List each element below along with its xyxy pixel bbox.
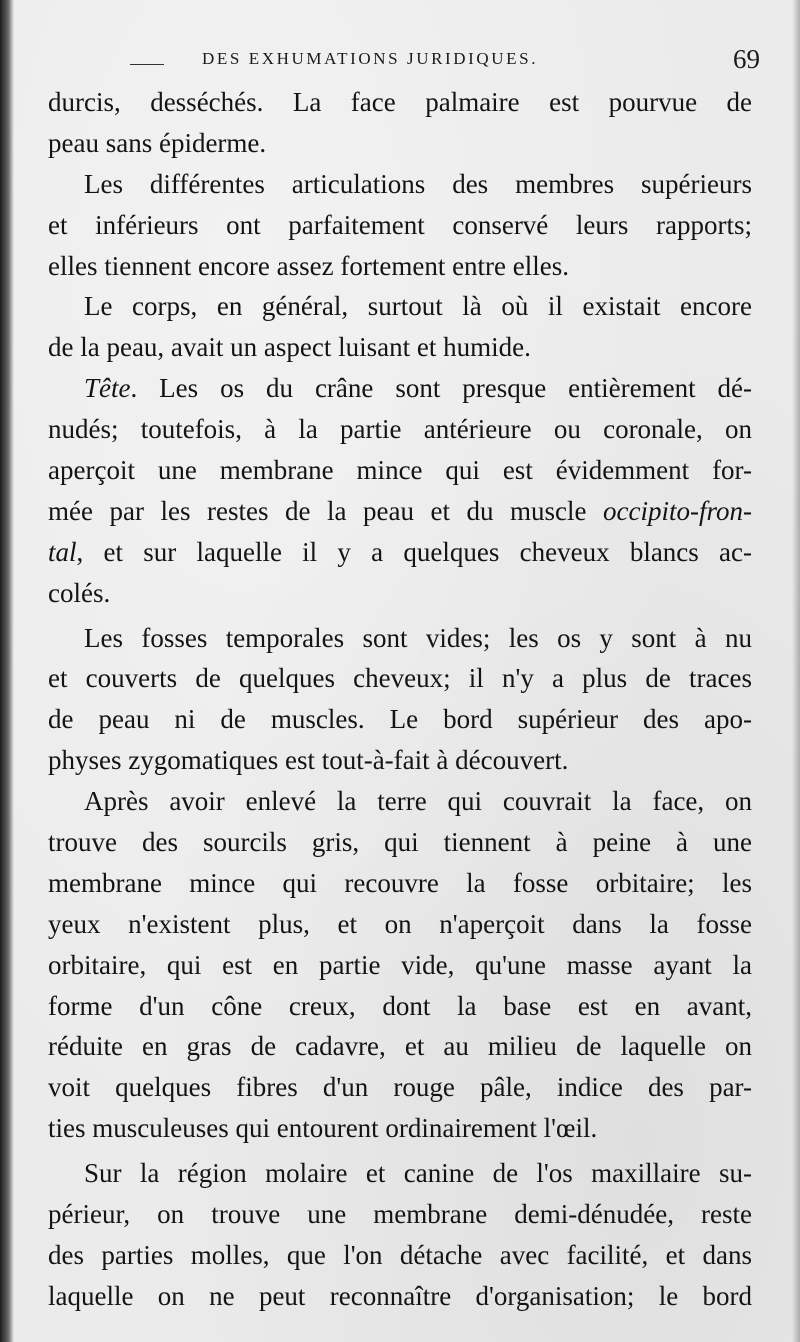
running-header (0, 46, 800, 76)
text-line: membrane mince qui recouvre la fosse orbitaire; les (48, 867, 752, 898)
paragraph-4 (48, 368, 752, 613)
text-line: physes zygomatiques est tout-à-fait à découvert. (48, 745, 569, 776)
text-line: ties musculeuses qui entourent ordinairement l'œil. (48, 1113, 598, 1144)
text-line (48, 491, 752, 532)
text-line: durcis, desséchés. La face palmaire est pourvue de (48, 87, 752, 117)
text-line: Après avoir enlevé la terre qui couvrait la face, on (84, 786, 752, 817)
text-line: Les différentes articulations des membres supérieurs (84, 168, 752, 199)
italic-term: Tête (84, 373, 131, 404)
text-line: réduite en gras de cadavre, et au milieu de laquelle on (48, 1031, 752, 1062)
italic-term: occipito-fron- (603, 495, 752, 526)
text-line: et couverts de quelques cheveux; il n'y a plus de traces (48, 663, 752, 694)
paragraph-3 (48, 286, 752, 368)
text-line: laquelle on ne peut reconnaître d'organisation; le bord (48, 1280, 752, 1311)
body-text (48, 82, 752, 1317)
page-edge-shadow-right (792, 0, 800, 1342)
text-line: yeux n'existent plus, et on n'aperçoit dans la fosse (48, 908, 752, 939)
text-line: peau sans épiderme. (48, 127, 267, 158)
text-line: Les fosses temporales sont vides; les os y sont à nu (84, 622, 752, 653)
text-line: forme d'un cône creux, dont la base est en avant, (48, 990, 752, 1021)
text-line: colés. (48, 577, 111, 608)
italic-term: tal (48, 536, 77, 567)
paragraph-1 (48, 82, 752, 164)
text-line (48, 532, 752, 573)
text-line: voit quelques fibres d'un rouge pâle, indice des par- (48, 1072, 752, 1103)
text-line: trouve des sourcils gris, qui tiennent à peine à une (48, 827, 752, 858)
text-line: et inférieurs ont parfaitement conservé leurs rapports; (48, 209, 752, 240)
text-segment: . Les os du crâne sont presque entièrement dé- (130, 373, 752, 404)
paragraph-5 (48, 618, 752, 782)
text-line: orbitaire, qui est en partie vide, qu'une masse ayant la (48, 949, 752, 980)
page-number: 69 (733, 44, 760, 74)
text-line: aperçoit une membrane mince qui est évidemment for- (48, 455, 752, 486)
text-line: de peau ni de muscles. Le bord supérieur des apo- (48, 704, 752, 735)
text-segment: mée par les restes de la peau et du muscle (48, 495, 604, 526)
text-line: elles tiennent encore assez fortement entre elles. (48, 250, 570, 281)
text-line (48, 368, 752, 409)
text-segment: , et sur laquelle il y a quelques cheveux blancs ac- (76, 536, 752, 567)
text-line: périeur, on trouve une membrane demi-dénudée, reste (48, 1199, 752, 1230)
paragraph-7 (48, 1153, 752, 1317)
running-title: DES EXHUMATIONS JURIDIQUES. (202, 49, 539, 68)
text-line: Le corps, en général, surtout là où il existait encore (84, 291, 752, 322)
header-rule (130, 64, 164, 65)
paragraph-2 (48, 164, 752, 287)
text-line: nudés; toutefois, à la partie antérieure ou coronale, on (48, 414, 752, 445)
text-line: Sur la région molaire et canine de l'os maxillaire su- (84, 1158, 752, 1189)
page-edge-shadow (0, 0, 14, 1342)
paragraph-6 (48, 781, 752, 1149)
text-line: de la peau, avait un aspect luisant et humide. (48, 332, 531, 363)
text-line: des parties molles, que l'on détache avec facilité, et dans (48, 1239, 752, 1270)
